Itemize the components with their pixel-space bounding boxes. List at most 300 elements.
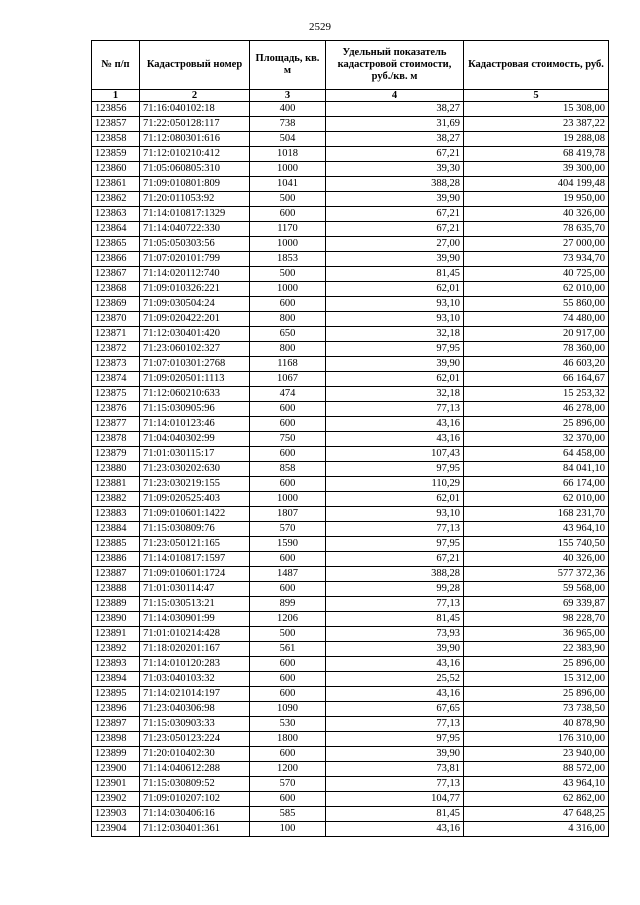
row-number-cell: 123868 bbox=[92, 282, 140, 297]
unit-value-cell: 93,10 bbox=[326, 297, 464, 312]
cadastral-value-cell: 62 010,00 bbox=[464, 492, 609, 507]
row-number-cell: 123903 bbox=[92, 807, 140, 822]
unit-value-cell: 38,27 bbox=[326, 132, 464, 147]
area-cell: 600 bbox=[250, 672, 326, 687]
cadastral-number-cell: 71:09:010207:102 bbox=[140, 792, 250, 807]
cadastral-value-cell: 47 648,25 bbox=[464, 807, 609, 822]
cadastral-number-cell: 71:09:010601:1724 bbox=[140, 567, 250, 582]
table-row bbox=[92, 162, 609, 177]
table-row bbox=[92, 387, 609, 402]
unit-value-cell: 77,13 bbox=[326, 777, 464, 792]
cadastral-value-cell: 40 725,00 bbox=[464, 267, 609, 282]
unit-value-cell: 39,90 bbox=[326, 252, 464, 267]
cadastral-value-cell: 62 862,00 bbox=[464, 792, 609, 807]
unit-value-cell: 25,52 bbox=[326, 672, 464, 687]
area-cell: 1487 bbox=[250, 567, 326, 582]
unit-value-cell: 31,69 bbox=[326, 117, 464, 132]
area-cell: 600 bbox=[250, 552, 326, 567]
row-number-cell: 123858 bbox=[92, 132, 140, 147]
area-cell: 100 bbox=[250, 822, 326, 837]
area-cell: 561 bbox=[250, 642, 326, 657]
row-number-cell: 123887 bbox=[92, 567, 140, 582]
row-number-cell: 123890 bbox=[92, 612, 140, 627]
unit-value-cell: 67,21 bbox=[326, 222, 464, 237]
header-cadastral-number: Кадастровый номер bbox=[140, 41, 250, 90]
cadastral-value-cell: 577 372,36 bbox=[464, 567, 609, 582]
row-number-cell: 123898 bbox=[92, 732, 140, 747]
area-cell: 750 bbox=[250, 432, 326, 447]
table-row bbox=[92, 192, 609, 207]
table-row bbox=[92, 792, 609, 807]
cadastral-value-cell: 62 010,00 bbox=[464, 282, 609, 297]
area-cell: 500 bbox=[250, 267, 326, 282]
row-number-cell: 123871 bbox=[92, 327, 140, 342]
cadastral-value-cell: 43 964,10 bbox=[464, 522, 609, 537]
table-row bbox=[92, 462, 609, 477]
cadastral-value-cell: 15 308,00 bbox=[464, 102, 609, 117]
cadastral-number-cell: 71:05:060805:310 bbox=[140, 162, 250, 177]
header-row bbox=[92, 41, 609, 90]
unit-value-cell: 93,10 bbox=[326, 312, 464, 327]
table-row bbox=[92, 687, 609, 702]
unit-value-cell: 38,27 bbox=[326, 102, 464, 117]
cadastral-number-cell: 71:14:021014:197 bbox=[140, 687, 250, 702]
header-cadastral-value: Кадастровая стоимость, руб. bbox=[464, 41, 609, 90]
unit-value-cell: 43,16 bbox=[326, 657, 464, 672]
row-number-cell: 123876 bbox=[92, 402, 140, 417]
area-cell: 899 bbox=[250, 597, 326, 612]
cadastral-value-cell: 23 387,22 bbox=[464, 117, 609, 132]
cadastral-value-cell: 78 360,00 bbox=[464, 342, 609, 357]
unit-value-cell: 77,13 bbox=[326, 522, 464, 537]
cadastral-number-cell: 71:15:030905:96 bbox=[140, 402, 250, 417]
area-cell: 738 bbox=[250, 117, 326, 132]
row-number-cell: 123881 bbox=[92, 477, 140, 492]
cadastral-value-cell: 168 231,70 bbox=[464, 507, 609, 522]
cadastral-value-cell: 36 965,00 bbox=[464, 627, 609, 642]
cadastral-value-cell: 404 199,48 bbox=[464, 177, 609, 192]
cadastral-number-cell: 71:09:010326:221 bbox=[140, 282, 250, 297]
unit-value-cell: 97,95 bbox=[326, 342, 464, 357]
cadastral-number-cell: 71:23:030202:630 bbox=[140, 462, 250, 477]
table-row bbox=[92, 342, 609, 357]
row-number-cell: 123875 bbox=[92, 387, 140, 402]
table-row bbox=[92, 117, 609, 132]
cadastral-value-cell: 15 312,00 bbox=[464, 672, 609, 687]
area-cell: 1200 bbox=[250, 762, 326, 777]
row-number-cell: 123895 bbox=[92, 687, 140, 702]
row-number-cell: 123865 bbox=[92, 237, 140, 252]
cadastral-value-cell: 64 458,00 bbox=[464, 447, 609, 462]
unit-value-cell: 43,16 bbox=[326, 432, 464, 447]
unit-value-cell: 62,01 bbox=[326, 492, 464, 507]
row-number-cell: 123900 bbox=[92, 762, 140, 777]
table-row bbox=[92, 702, 609, 717]
table-row bbox=[92, 447, 609, 462]
unit-value-cell: 81,45 bbox=[326, 612, 464, 627]
unit-value-cell: 104,77 bbox=[326, 792, 464, 807]
table-row bbox=[92, 807, 609, 822]
cadastral-value-cell: 40 326,00 bbox=[464, 207, 609, 222]
cadastral-number-cell: 71:15:030809:52 bbox=[140, 777, 250, 792]
table-row bbox=[92, 717, 609, 732]
row-number-cell: 123874 bbox=[92, 372, 140, 387]
table-row bbox=[92, 222, 609, 237]
cadastral-number-cell: 71:14:040612:288 bbox=[140, 762, 250, 777]
table-row bbox=[92, 522, 609, 537]
cadastral-number-cell: 71:03:040103:32 bbox=[140, 672, 250, 687]
row-number-cell: 123904 bbox=[92, 822, 140, 837]
row-number-cell: 123880 bbox=[92, 462, 140, 477]
cadastral-number-cell: 71:09:020501:1113 bbox=[140, 372, 250, 387]
unit-value-cell: 43,16 bbox=[326, 687, 464, 702]
area-cell: 600 bbox=[250, 297, 326, 312]
area-cell: 570 bbox=[250, 777, 326, 792]
table-row bbox=[92, 672, 609, 687]
row-number-cell: 123859 bbox=[92, 147, 140, 162]
row-number-cell: 123886 bbox=[92, 552, 140, 567]
unit-value-cell: 73,93 bbox=[326, 627, 464, 642]
cadastral-value-cell: 40 878,90 bbox=[464, 717, 609, 732]
cadastral-number-cell: 71:09:030504:24 bbox=[140, 297, 250, 312]
cadastral-number-cell: 71:23:050123:224 bbox=[140, 732, 250, 747]
table-row bbox=[92, 357, 609, 372]
row-number-cell: 123885 bbox=[92, 537, 140, 552]
unit-value-cell: 43,16 bbox=[326, 417, 464, 432]
cadastral-number-cell: 71:09:020422:201 bbox=[140, 312, 250, 327]
row-number-cell: 123878 bbox=[92, 432, 140, 447]
area-cell: 1853 bbox=[250, 252, 326, 267]
area-cell: 1800 bbox=[250, 732, 326, 747]
cadastral-number-cell: 71:12:030401:361 bbox=[140, 822, 250, 837]
cadastral-value-cell: 25 896,00 bbox=[464, 417, 609, 432]
cadastral-number-cell: 71:15:030809:76 bbox=[140, 522, 250, 537]
unit-value-cell: 388,28 bbox=[326, 567, 464, 582]
cadastral-value-cell: 98 228,70 bbox=[464, 612, 609, 627]
cadastral-number-cell: 71:14:010817:1329 bbox=[140, 207, 250, 222]
row-number-cell: 123889 bbox=[92, 597, 140, 612]
column-index: 1 bbox=[92, 90, 140, 102]
cadastral-value-cell: 15 253,32 bbox=[464, 387, 609, 402]
cadastral-value-cell: 19 288,08 bbox=[464, 132, 609, 147]
row-number-cell: 123902 bbox=[92, 792, 140, 807]
table-row bbox=[92, 642, 609, 657]
row-number-cell: 123884 bbox=[92, 522, 140, 537]
cadastral-number-cell: 71:14:030901:99 bbox=[140, 612, 250, 627]
unit-value-cell: 62,01 bbox=[326, 372, 464, 387]
table-row bbox=[92, 747, 609, 762]
cadastral-number-cell: 71:05:050303:56 bbox=[140, 237, 250, 252]
cadastral-value-cell: 88 572,00 bbox=[464, 762, 609, 777]
area-cell: 474 bbox=[250, 387, 326, 402]
cadastral-number-cell: 71:23:050121:165 bbox=[140, 537, 250, 552]
row-number-cell: 123879 bbox=[92, 447, 140, 462]
table-row bbox=[92, 297, 609, 312]
unit-value-cell: 81,45 bbox=[326, 807, 464, 822]
table-row bbox=[92, 252, 609, 267]
cadastral-value-cell: 69 339,87 bbox=[464, 597, 609, 612]
cadastral-number-cell: 71:07:010301:2768 bbox=[140, 357, 250, 372]
area-cell: 800 bbox=[250, 312, 326, 327]
area-cell: 1807 bbox=[250, 507, 326, 522]
unit-value-cell: 67,21 bbox=[326, 207, 464, 222]
cadastral-value-cell: 59 568,00 bbox=[464, 582, 609, 597]
row-number-cell: 123864 bbox=[92, 222, 140, 237]
column-index: 3 bbox=[250, 90, 326, 102]
area-cell: 600 bbox=[250, 792, 326, 807]
row-number-cell: 123867 bbox=[92, 267, 140, 282]
unit-value-cell: 77,13 bbox=[326, 402, 464, 417]
cadastral-number-cell: 71:22:050128:117 bbox=[140, 117, 250, 132]
cadastral-number-cell: 71:16:040102:18 bbox=[140, 102, 250, 117]
area-cell: 504 bbox=[250, 132, 326, 147]
unit-value-cell: 32,18 bbox=[326, 327, 464, 342]
table-row bbox=[92, 492, 609, 507]
page-number: 2529 bbox=[309, 21, 331, 33]
table-body bbox=[92, 102, 609, 837]
header-row-number: № п/п bbox=[92, 41, 140, 90]
area-cell: 600 bbox=[250, 687, 326, 702]
column-index: 2 bbox=[140, 90, 250, 102]
unit-value-cell: 77,13 bbox=[326, 717, 464, 732]
table-row bbox=[92, 567, 609, 582]
cadastral-value-cell: 176 310,00 bbox=[464, 732, 609, 747]
cadastral-number-cell: 71:09:010801:809 bbox=[140, 177, 250, 192]
cadastral-number-cell: 71:09:010601:1422 bbox=[140, 507, 250, 522]
table-row bbox=[92, 552, 609, 567]
unit-value-cell: 62,01 bbox=[326, 282, 464, 297]
row-number-cell: 123869 bbox=[92, 297, 140, 312]
cadastral-number-cell: 71:23:060102:327 bbox=[140, 342, 250, 357]
unit-value-cell: 97,95 bbox=[326, 537, 464, 552]
column-index: 5 bbox=[464, 90, 609, 102]
unit-value-cell: 97,95 bbox=[326, 462, 464, 477]
cadastral-value-cell: 84 041,10 bbox=[464, 462, 609, 477]
area-cell: 530 bbox=[250, 717, 326, 732]
area-cell: 600 bbox=[250, 207, 326, 222]
cadastral-value-cell: 46 278,00 bbox=[464, 402, 609, 417]
table-row bbox=[92, 477, 609, 492]
table-row bbox=[92, 612, 609, 627]
cadastral-value-cell: 78 635,70 bbox=[464, 222, 609, 237]
table-row bbox=[92, 132, 609, 147]
area-cell: 600 bbox=[250, 582, 326, 597]
table-row bbox=[92, 582, 609, 597]
area-cell: 1168 bbox=[250, 357, 326, 372]
cadastral-value-cell: 74 480,00 bbox=[464, 312, 609, 327]
row-number-cell: 123888 bbox=[92, 582, 140, 597]
table-row bbox=[92, 177, 609, 192]
table-row bbox=[92, 822, 609, 837]
unit-value-cell: 39,90 bbox=[326, 192, 464, 207]
row-number-cell: 123866 bbox=[92, 252, 140, 267]
area-cell: 1041 bbox=[250, 177, 326, 192]
cadastral-number-cell: 71:12:060210:633 bbox=[140, 387, 250, 402]
unit-value-cell: 73,81 bbox=[326, 762, 464, 777]
table-row bbox=[92, 507, 609, 522]
table-row bbox=[92, 237, 609, 252]
column-index-row bbox=[92, 90, 609, 102]
cadastral-value-cell: 66 174,00 bbox=[464, 477, 609, 492]
cadastral-number-cell: 71:12:080301:616 bbox=[140, 132, 250, 147]
table-row bbox=[92, 327, 609, 342]
area-cell: 600 bbox=[250, 447, 326, 462]
table-row bbox=[92, 102, 609, 117]
table-row bbox=[92, 147, 609, 162]
row-number-cell: 123861 bbox=[92, 177, 140, 192]
row-number-cell: 123894 bbox=[92, 672, 140, 687]
cadastral-number-cell: 71:01:030114:47 bbox=[140, 582, 250, 597]
unit-value-cell: 97,95 bbox=[326, 732, 464, 747]
area-cell: 1090 bbox=[250, 702, 326, 717]
cadastral-number-cell: 71:15:030903:33 bbox=[140, 717, 250, 732]
cadastral-value-cell: 43 964,10 bbox=[464, 777, 609, 792]
row-number-cell: 123870 bbox=[92, 312, 140, 327]
row-number-cell: 123872 bbox=[92, 342, 140, 357]
unit-value-cell: 39,90 bbox=[326, 747, 464, 762]
cadastral-number-cell: 71:23:030219:155 bbox=[140, 477, 250, 492]
cadastral-number-cell: 71:01:010214:428 bbox=[140, 627, 250, 642]
table-row bbox=[92, 417, 609, 432]
cadastral-number-cell: 71:23:040306:98 bbox=[140, 702, 250, 717]
area-cell: 600 bbox=[250, 417, 326, 432]
area-cell: 600 bbox=[250, 402, 326, 417]
cadastral-number-cell: 71:14:030406:16 bbox=[140, 807, 250, 822]
area-cell: 500 bbox=[250, 192, 326, 207]
cadastral-number-cell: 71:20:010402:30 bbox=[140, 747, 250, 762]
row-number-cell: 123891 bbox=[92, 627, 140, 642]
row-number-cell: 123896 bbox=[92, 702, 140, 717]
table-row bbox=[92, 657, 609, 672]
cadastral-number-cell: 71:14:010120:283 bbox=[140, 657, 250, 672]
cadastral-number-cell: 71:12:010210:412 bbox=[140, 147, 250, 162]
unit-value-cell: 67,65 bbox=[326, 702, 464, 717]
area-cell: 1067 bbox=[250, 372, 326, 387]
row-number-cell: 123882 bbox=[92, 492, 140, 507]
table-row bbox=[92, 282, 609, 297]
cadastral-value-cell: 39 300,00 bbox=[464, 162, 609, 177]
cadastral-number-cell: 71:04:040302:99 bbox=[140, 432, 250, 447]
cadastral-value-cell: 22 383,90 bbox=[464, 642, 609, 657]
cadastral-value-cell: 66 164,67 bbox=[464, 372, 609, 387]
cadastral-number-cell: 71:18:020201:167 bbox=[140, 642, 250, 657]
unit-value-cell: 110,29 bbox=[326, 477, 464, 492]
unit-value-cell: 107,43 bbox=[326, 447, 464, 462]
row-number-cell: 123873 bbox=[92, 357, 140, 372]
table-header bbox=[92, 41, 609, 102]
row-number-cell: 123856 bbox=[92, 102, 140, 117]
cadastral-number-cell: 71:14:020112:740 bbox=[140, 267, 250, 282]
row-number-cell: 123877 bbox=[92, 417, 140, 432]
row-number-cell: 123899 bbox=[92, 747, 140, 762]
cadastral-value-cell: 4 316,00 bbox=[464, 822, 609, 837]
table-row bbox=[92, 432, 609, 447]
table-row bbox=[92, 402, 609, 417]
table-row bbox=[92, 372, 609, 387]
area-cell: 500 bbox=[250, 627, 326, 642]
area-cell: 1000 bbox=[250, 282, 326, 297]
cadastral-number-cell: 71:14:010123:46 bbox=[140, 417, 250, 432]
area-cell: 650 bbox=[250, 327, 326, 342]
unit-value-cell: 81,45 bbox=[326, 267, 464, 282]
table-row bbox=[92, 777, 609, 792]
row-number-cell: 123863 bbox=[92, 207, 140, 222]
unit-value-cell: 93,10 bbox=[326, 507, 464, 522]
row-number-cell: 123901 bbox=[92, 777, 140, 792]
unit-value-cell: 67,21 bbox=[326, 552, 464, 567]
area-cell: 1018 bbox=[250, 147, 326, 162]
unit-value-cell: 27,00 bbox=[326, 237, 464, 252]
cadastral-value-cell: 19 950,00 bbox=[464, 192, 609, 207]
cadastral-value-cell: 27 000,00 bbox=[464, 237, 609, 252]
unit-value-cell: 388,28 bbox=[326, 177, 464, 192]
cadastral-value-table bbox=[91, 40, 609, 837]
area-cell: 400 bbox=[250, 102, 326, 117]
cadastral-value-cell: 25 896,00 bbox=[464, 687, 609, 702]
cadastral-value-cell: 46 603,20 bbox=[464, 357, 609, 372]
table-row bbox=[92, 762, 609, 777]
cadastral-number-cell: 71:15:030513:21 bbox=[140, 597, 250, 612]
cadastral-value-cell: 155 740,50 bbox=[464, 537, 609, 552]
unit-value-cell: 77,13 bbox=[326, 597, 464, 612]
cadastral-number-cell: 71:12:030401:420 bbox=[140, 327, 250, 342]
cadastral-value-cell: 68 419,78 bbox=[464, 147, 609, 162]
table-row bbox=[92, 207, 609, 222]
unit-value-cell: 32,18 bbox=[326, 387, 464, 402]
cadastral-value-cell: 73 934,70 bbox=[464, 252, 609, 267]
unit-value-cell: 39,90 bbox=[326, 642, 464, 657]
area-cell: 1000 bbox=[250, 492, 326, 507]
header-area: Площадь, кв. м bbox=[250, 41, 326, 90]
area-cell: 1000 bbox=[250, 162, 326, 177]
unit-value-cell: 39,90 bbox=[326, 357, 464, 372]
row-number-cell: 123860 bbox=[92, 162, 140, 177]
table-row bbox=[92, 732, 609, 747]
area-cell: 1206 bbox=[250, 612, 326, 627]
table-row bbox=[92, 312, 609, 327]
unit-value-cell: 43,16 bbox=[326, 822, 464, 837]
cadastral-value-cell: 23 940,00 bbox=[464, 747, 609, 762]
row-number-cell: 123857 bbox=[92, 117, 140, 132]
cadastral-value-cell: 40 326,00 bbox=[464, 552, 609, 567]
row-number-cell: 123897 bbox=[92, 717, 140, 732]
area-cell: 600 bbox=[250, 657, 326, 672]
cadastral-value-cell: 32 370,00 bbox=[464, 432, 609, 447]
column-index: 4 bbox=[326, 90, 464, 102]
table-row bbox=[92, 627, 609, 642]
area-cell: 1000 bbox=[250, 237, 326, 252]
cadastral-number-cell: 71:01:030115:17 bbox=[140, 447, 250, 462]
unit-value-cell: 67,21 bbox=[326, 147, 464, 162]
table-row bbox=[92, 597, 609, 612]
row-number-cell: 123883 bbox=[92, 507, 140, 522]
cadastral-number-cell: 71:07:020101:799 bbox=[140, 252, 250, 267]
row-number-cell: 123893 bbox=[92, 657, 140, 672]
header-unit-value: Удельный показатель кадастровой стоимости, руб./кв. м bbox=[326, 41, 464, 90]
cadastral-value-cell: 20 917,00 bbox=[464, 327, 609, 342]
area-cell: 600 bbox=[250, 747, 326, 762]
area-cell: 570 bbox=[250, 522, 326, 537]
cadastral-value-cell: 25 896,00 bbox=[464, 657, 609, 672]
table-row bbox=[92, 267, 609, 282]
area-cell: 800 bbox=[250, 342, 326, 357]
area-cell: 585 bbox=[250, 807, 326, 822]
area-cell: 1170 bbox=[250, 222, 326, 237]
cadastral-value-cell: 55 860,00 bbox=[464, 297, 609, 312]
row-number-cell: 123862 bbox=[92, 192, 140, 207]
unit-value-cell: 39,30 bbox=[326, 162, 464, 177]
area-cell: 600 bbox=[250, 477, 326, 492]
